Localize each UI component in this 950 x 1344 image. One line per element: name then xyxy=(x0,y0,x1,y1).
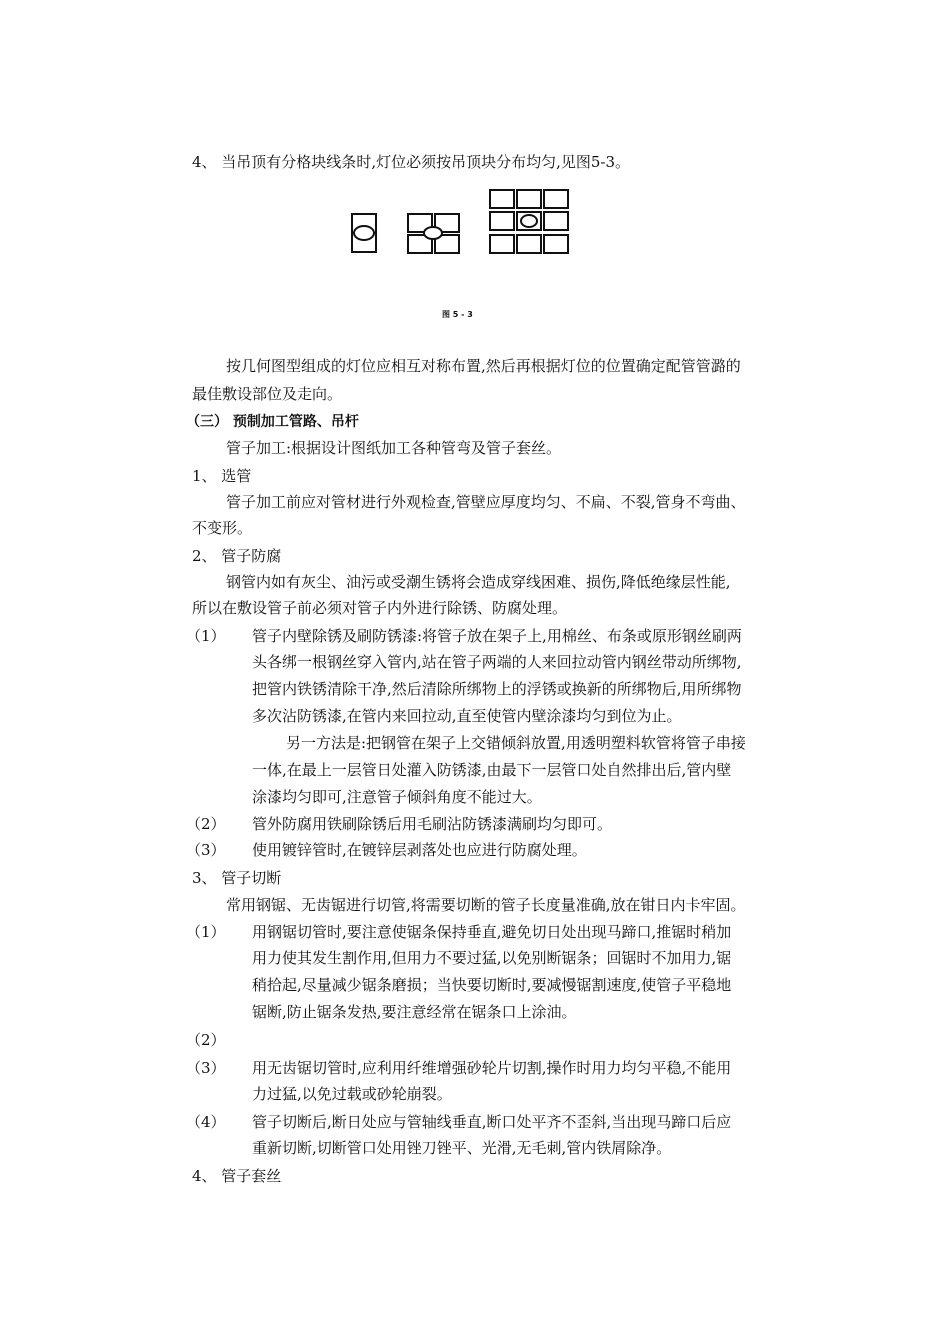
item4-intro: 4、 当吊顶有分格块线条时,灯位必须按吊顶块分布均匀,见图5-3。 xyxy=(192,153,631,171)
s3-1-line: 稍拾起,尽量减少锯条磨损；当快要切断时,要减慢锯割速度,使管子平稳地 xyxy=(252,976,732,994)
s2-2-line: 管外防腐用铁刷除锈后用毛刷沾防锈漆满刷均匀即可。 xyxy=(252,815,613,833)
s2-1-line: 另一方法是:把钢管在架子上交错倾斜放置,用透明塑料软管将管子串接 xyxy=(286,734,746,752)
s2-1-line: 把管内铁锈清除干净,然后清除所绑物上的浮锈或换新的所绑物后,用所绑物 xyxy=(252,680,742,698)
s2-1-line: 头各绑一根钢丝穿入管内,站在管子两端的人来回拉动管内钢丝带动所绑物, xyxy=(252,653,742,671)
para1-line1: 按几何图型组成的灯位应相互对称布置,然后再根据灯位的位置确定配管管潞的 xyxy=(226,357,741,375)
item-number: （1） xyxy=(186,923,226,941)
s3-3-line: 用无齿锯切管时,应利用纤维增强砂轮片切割,操作时用力均匀平稳,不能用 xyxy=(252,1059,732,1077)
heading-1: 1、 选管 xyxy=(192,467,252,485)
s2-3-line: 使用镀锌管时,在镀锌层剥落处也应进行防腐处理。 xyxy=(252,841,587,859)
item-number: （3） xyxy=(186,841,226,859)
item-number: （4） xyxy=(186,1113,226,1131)
heading-3: 3、 管子切断 xyxy=(192,869,282,887)
pipe-processing-text: 管子加工:根据设计图纸加工各种管弯及管子套丝。 xyxy=(226,439,562,457)
section-heading: （三） 预制加工管路、吊杆 xyxy=(186,414,359,430)
s2-1-line: 多次沾防锈漆,在管内来回拉动,直至使管内壁涂漆均匀到位为止。 xyxy=(252,707,682,725)
p2-line2: 所以在敷设管子前必须对管子内外进行除锈、防腐处理。 xyxy=(192,599,568,617)
ceiling-lamp-layout-figure xyxy=(340,186,610,266)
s3-4-line: 管子切断后,断日处应与管轴线垂直,断口处平齐不歪斜,当出现马蹄口后应 xyxy=(252,1113,732,1131)
s3-3-line: 力过猛,以免过载或砂轮崩裂。 xyxy=(252,1085,452,1103)
heading-4: 4、 管子套丝 xyxy=(192,1167,282,1185)
s3-1-line: 用钢锯切管时,要注意使锯条保持垂直,避免切日处出现马蹄口,推锯时稍加 xyxy=(252,923,732,941)
item-number: （3） xyxy=(186,1059,226,1077)
s2-1-line: 一体,在最上一层管日处灌入防锈漆,由最下一层管口处自然排出后,管内壁 xyxy=(252,761,732,779)
figure-caption: 图 5 - 3 xyxy=(442,310,473,319)
item-number: （1） xyxy=(186,627,226,645)
item-number: （2） xyxy=(186,1031,226,1049)
item-number: （2） xyxy=(186,815,226,833)
p1-line2: 不变形。 xyxy=(192,519,253,537)
heading-2: 2、 管子防腐 xyxy=(192,547,282,565)
s2-1-line: 涂漆均匀即可,注意管子倾斜角度不能过大。 xyxy=(252,788,542,806)
para1-line2: 最佳敷设部位及走向。 xyxy=(192,385,343,403)
s3-1-line: 锯断,防止锯条发热,要注意经常在锯条口上涂油。 xyxy=(252,1003,577,1021)
p2-line1: 钢管内如有灰尘、油污或受潮生锈将会造成穿线困难、损伤,降低绝缘层性能, xyxy=(226,573,731,591)
p3-line1: 常用钢锯、无齿锯进行切管,将需要切断的管子长度量准确,放在钳日内卡牢固。 xyxy=(226,896,746,914)
s3-1-line: 用力使其发生割作用,但用力不要过猛,以免别断锯条；回锯时不加用力,锯 xyxy=(252,949,732,967)
p1-line1: 管子加工前应对管材进行外观检查,管壁应厚度均匀、不扁、不裂,管身不弯曲、 xyxy=(226,493,746,511)
s2-1-line: 管子内壁除锈及刷防锈漆:将管子放在架子上,用棉丝、布条或原形钢丝刷两 xyxy=(252,627,742,645)
s3-4-line: 重新切断,切断管口处用锉刀锉平、光滑,无毛刺,管内铁屑除净。 xyxy=(252,1139,672,1157)
